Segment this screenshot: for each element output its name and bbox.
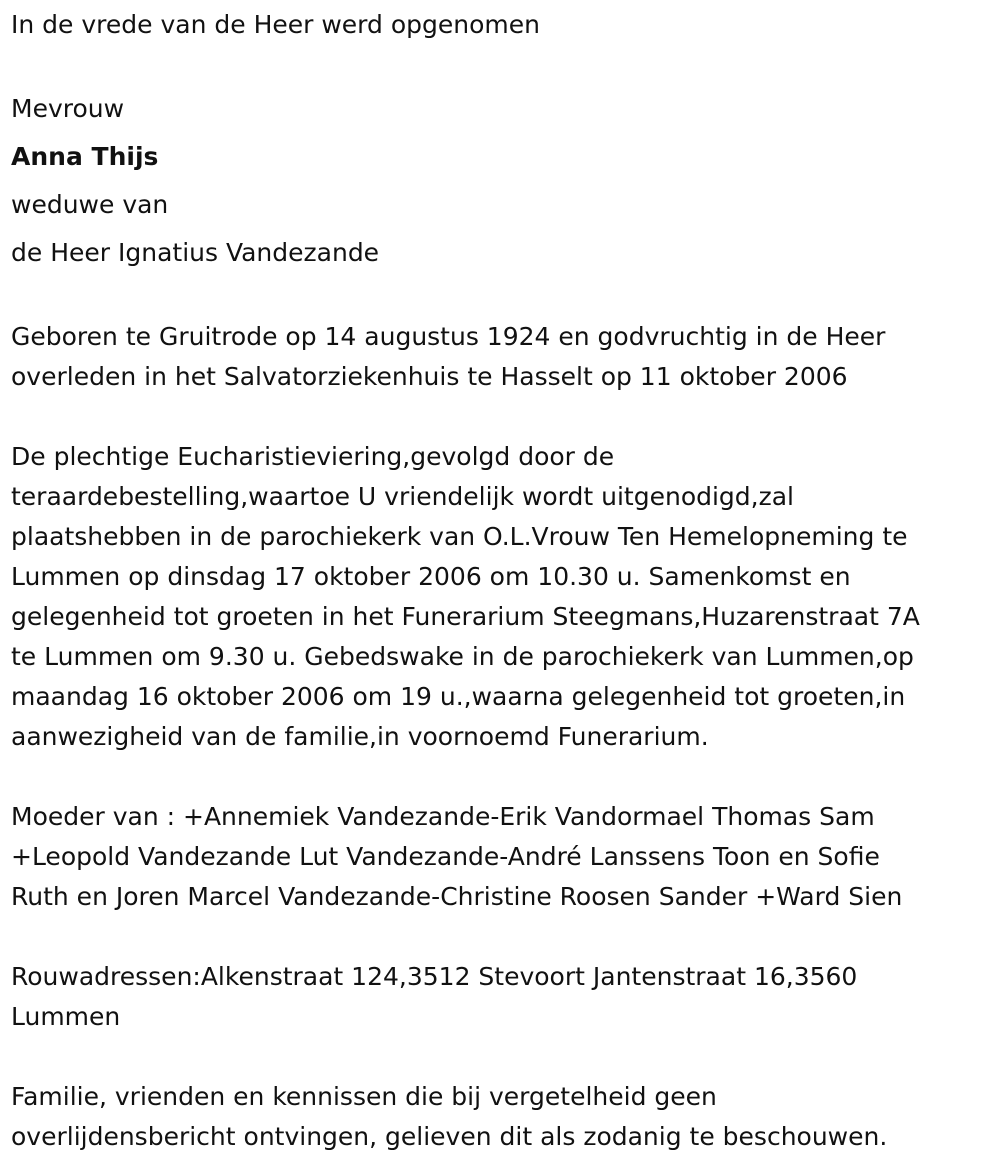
paragraph-line: Lummen bbox=[11, 1002, 121, 1031]
paragraph-line: +Leopold Vandezande Lut Vandezande-André Lanssens Toon en Sofie bbox=[11, 842, 880, 871]
paragraph-line: overleden in het Salvatorziekenhuis te Hasselt op 11 oktober 2006 bbox=[11, 362, 848, 391]
paragraph-line: overlijdensbericht ontvingen, gelieven dit als zodanig te beschouwen. bbox=[11, 1122, 888, 1151]
paragraph-line: Geboren te Gruitrode op 14 augustus 1924 en godvruchtig in de Heer bbox=[11, 322, 886, 351]
salutation: Mevrouw bbox=[11, 94, 125, 123]
obituary-notice bbox=[11, 5, 986, 1157]
paragraph-line: maandag 16 oktober 2006 om 19 u.,waarna gelegenheid tot groeten,in bbox=[11, 682, 906, 711]
birth-death-paragraph bbox=[11, 317, 986, 397]
ceremony-paragraph bbox=[11, 437, 986, 757]
paragraph-line: Rouwadressen:Alkenstraat 124,3512 Stevoort Jantenstraat 16,3560 bbox=[11, 962, 858, 991]
paragraph-line: teraardebestelling,waartoe U vriendelijk wordt uitgenodigd,zal bbox=[11, 482, 795, 511]
paragraph-line: Lummen op dinsdag 17 oktober 2006 om 10.30 u. Samenkomst en bbox=[11, 562, 851, 591]
paragraph-line: plaatshebben in de parochiekerk van O.L.Vrouw Ten Hemelopneming te bbox=[11, 522, 908, 551]
paragraph-line: aanwezigheid van de familie,in voornoemd Funerarium. bbox=[11, 722, 709, 751]
widow-of-label: weduwe van bbox=[11, 190, 169, 219]
family-paragraph bbox=[11, 797, 986, 917]
paragraph-line: Moeder van : +Annemiek Vandezande-Erik Vandormael Thomas Sam bbox=[11, 802, 875, 831]
intro-line: In de vrede van de Heer werd opgenomen bbox=[11, 10, 540, 39]
paragraph-line: Familie, vrienden en kennissen die bij vergetelheid geen bbox=[11, 1082, 717, 1111]
paragraph-line: gelegenheid tot groeten in het Funerarium Steegmans,Huzarenstraat 7A bbox=[11, 602, 920, 631]
addresses-paragraph bbox=[11, 957, 986, 1037]
deceased-name: Anna Thijs bbox=[11, 142, 159, 171]
paragraph-line: Ruth en Joren Marcel Vandezande-Christine Roosen Sander +Ward Sien bbox=[11, 882, 903, 911]
closing-paragraph bbox=[11, 1077, 986, 1157]
spouse-name: de Heer Ignatius Vandezande bbox=[11, 238, 380, 267]
paragraph-line: te Lummen om 9.30 u. Gebedswake in de parochiekerk van Lummen,op bbox=[11, 642, 914, 671]
paragraph-line: De plechtige Eucharistieviering,gevolgd door de bbox=[11, 442, 615, 471]
